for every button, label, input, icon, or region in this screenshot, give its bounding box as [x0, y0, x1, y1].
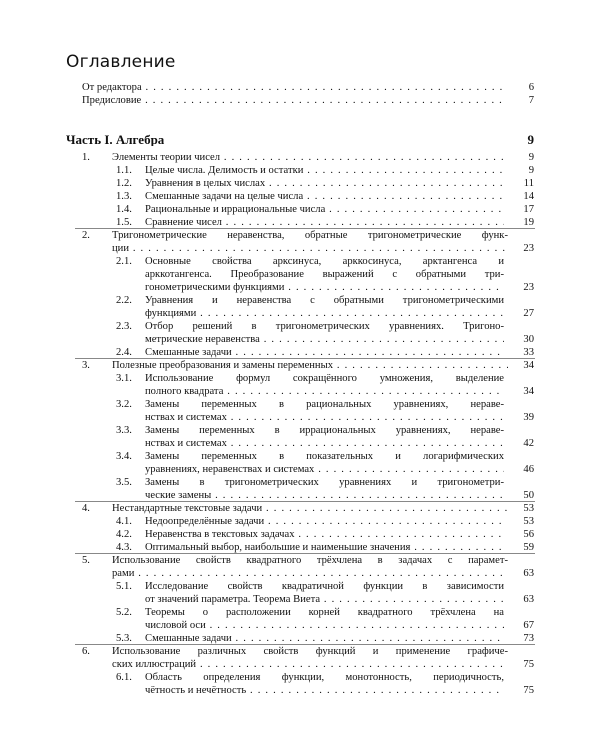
entry-title-line: Замены переменных в показательных и логарифмических [145, 451, 504, 462]
entry-number: 3.1. [116, 373, 132, 384]
entry-title-line: Смешанные задачи . . . [145, 346, 504, 359]
page-number: 9 [528, 165, 534, 176]
entry-title-line: гонометрическими функциями . . . [145, 281, 504, 294]
entry-title-line: ческие замены . . . [145, 489, 504, 502]
entry-title-line: метрические неравенства . . . [145, 333, 504, 346]
page-number: 23 [523, 243, 534, 254]
entry-title-line: Исследование свойств квадратичной функции в зависимости [145, 581, 504, 592]
page-number: 33 [523, 347, 534, 358]
entry-number: 3.4. [116, 451, 132, 462]
entry-title-line: От редактора . . . [82, 81, 504, 94]
entry-number: 1.4. [116, 204, 132, 215]
entry-number: 4.1. [116, 516, 132, 527]
page-number: 6 [528, 82, 534, 93]
page-number: 59 [523, 542, 534, 553]
entry-number: 2.2. [116, 295, 132, 306]
entry-number: 2.1. [116, 256, 132, 267]
page-number: 67 [523, 620, 534, 631]
entry-title-line: Уравнения и неравенства с обратными тригонометрическими [145, 295, 504, 306]
entry-number: 2.4. [116, 347, 132, 358]
page-number: 14 [523, 191, 534, 202]
page-number: 19 [523, 217, 534, 228]
entry-title-line: от значений параметра. Теорема Виета . . . [145, 593, 504, 606]
entry-number: 1.5. [116, 217, 132, 228]
entry-number: 6.1. [116, 672, 132, 683]
entry-title-line: Неравенства в текстовых задачах . . . [145, 528, 504, 541]
entry-title-line: полного квадрата . . . [145, 385, 504, 398]
entry-title-line: рами . . . [112, 567, 508, 580]
entry-number: 5.2. [116, 607, 132, 618]
entry-number: 1. [82, 152, 90, 163]
page-number: 75 [523, 659, 534, 670]
page-number: 46 [523, 464, 534, 475]
entry-title-line: числовой оси . . . [145, 619, 504, 632]
entry-number: 1.1. [116, 165, 132, 176]
page-number: 39 [523, 412, 534, 423]
entry-title-line: ских иллюстраций . . . [112, 658, 508, 671]
entry-title-line: Теоремы о расположении корней квадратного трёхчлена на [145, 607, 504, 618]
entry-title-line: Использование формул сокращённого умножения, выделение [145, 373, 504, 384]
entry-number: 2. [82, 230, 90, 241]
entry-title-line: Нестандартные текстовые задачи . . . [112, 502, 508, 515]
entry-title-line: уравнениях, неравенствах и системах . . . [145, 463, 504, 476]
entry-title-line: Недоопределённые задачи . . . [145, 515, 504, 528]
entry-number: 1.2. [116, 178, 132, 189]
entry-title-line: нствах и системах . . . [145, 411, 504, 424]
entry-title-line: Использование свойств квадратного трёхчлена в задачах с парамет- [112, 555, 508, 566]
entry-title-line: Смешанные задачи на целые числа . . . [145, 190, 504, 203]
part-title: Часть I. Алгебра [66, 133, 165, 146]
entry-title-line: Оптимальный выбор, наибольшие и наименьшие значения . . . [145, 541, 504, 554]
page-number: 56 [523, 529, 534, 540]
entry-number: 4.2. [116, 529, 132, 540]
page-number: 11 [523, 178, 534, 189]
page-number: 73 [523, 633, 534, 644]
entry-number: 5. [82, 555, 90, 566]
page-number: 42 [523, 438, 534, 449]
entry-number: 6. [82, 646, 90, 657]
page-number: 53 [523, 516, 534, 527]
entry-title-line: Замены переменных в рациональных уравнениях, нераве- [145, 399, 504, 410]
toc-heading: Оглавление [66, 52, 176, 72]
entry-title-line: Основные свойства арксинуса, арккосинуса, арктангенса и [145, 256, 504, 267]
page-number: 9 [528, 152, 534, 163]
entry-number: 4.3. [116, 542, 132, 553]
page-number: 75 [523, 685, 534, 696]
entry-title-line: Замены в тригонометрических уравнениях и тригонометри- [145, 477, 504, 488]
page-number: 30 [523, 334, 534, 345]
entry-title-line: Целые числа. Делимость и остатки . . . [145, 164, 504, 177]
entry-number: 1.3. [116, 191, 132, 202]
page-number: 23 [523, 282, 534, 293]
entry-title-line: нствах и системах . . . [145, 437, 504, 450]
entry-number: 2.3. [116, 321, 132, 332]
entry-title-line: ции . . . [112, 242, 508, 255]
entry-title-line: Предисловие . . . [82, 94, 504, 107]
entry-title-line: Уравнения в целых числах . . . [145, 177, 504, 190]
entry-number: 5.3. [116, 633, 132, 644]
page-number: 50 [523, 490, 534, 501]
entry-number: 3. [82, 360, 90, 371]
entry-number: 3.2. [116, 399, 132, 410]
page-number: 34 [523, 386, 534, 397]
entry-title-line: Элементы теории чисел . . . [112, 151, 508, 164]
entry-number: 5.1. [116, 581, 132, 592]
page-number: 53 [523, 503, 534, 514]
page-number: 17 [523, 204, 534, 215]
page-number: 7 [528, 95, 534, 106]
page-number: 63 [523, 594, 534, 605]
entry-number: 4. [82, 503, 90, 514]
entry-title-line: Отбор решений в тригонометрических уравнениях. Тригоно- [145, 321, 504, 332]
entry-title-line: Использование различных свойств функций и применение графиче- [112, 646, 508, 657]
entry-title-line: Полезные преобразования и замены переменных . . . [112, 359, 508, 372]
entry-title-line: Область определения функции, монотонность, периодичность, [145, 672, 504, 683]
entry-title-line: Сравнение чисел . . . [145, 216, 504, 229]
entry-title-line: Тригонометрические неравенства, обратные тригонометрические функ- [112, 230, 508, 241]
entry-number: 3.3. [116, 425, 132, 436]
page-number: 9 [527, 132, 534, 147]
entry-number: 3.5. [116, 477, 132, 488]
page-number: 34 [523, 360, 534, 371]
entry-title-line: функциями . . . [145, 307, 504, 320]
entry-title-line: чётность и нечётность . . . [145, 684, 504, 697]
entry-title-line: арккотангенса. Преобразование выражений с обратными три- [145, 269, 504, 280]
page-number: 27 [523, 308, 534, 319]
entry-title-line: Смешанные задачи . . . [145, 632, 504, 645]
page-number: 63 [523, 568, 534, 579]
entry-title-line: Замены переменных в иррациональных уравнениях, нераве- [145, 425, 504, 436]
entry-title-line: Рациональные и иррациональные числа . . . [145, 203, 504, 216]
